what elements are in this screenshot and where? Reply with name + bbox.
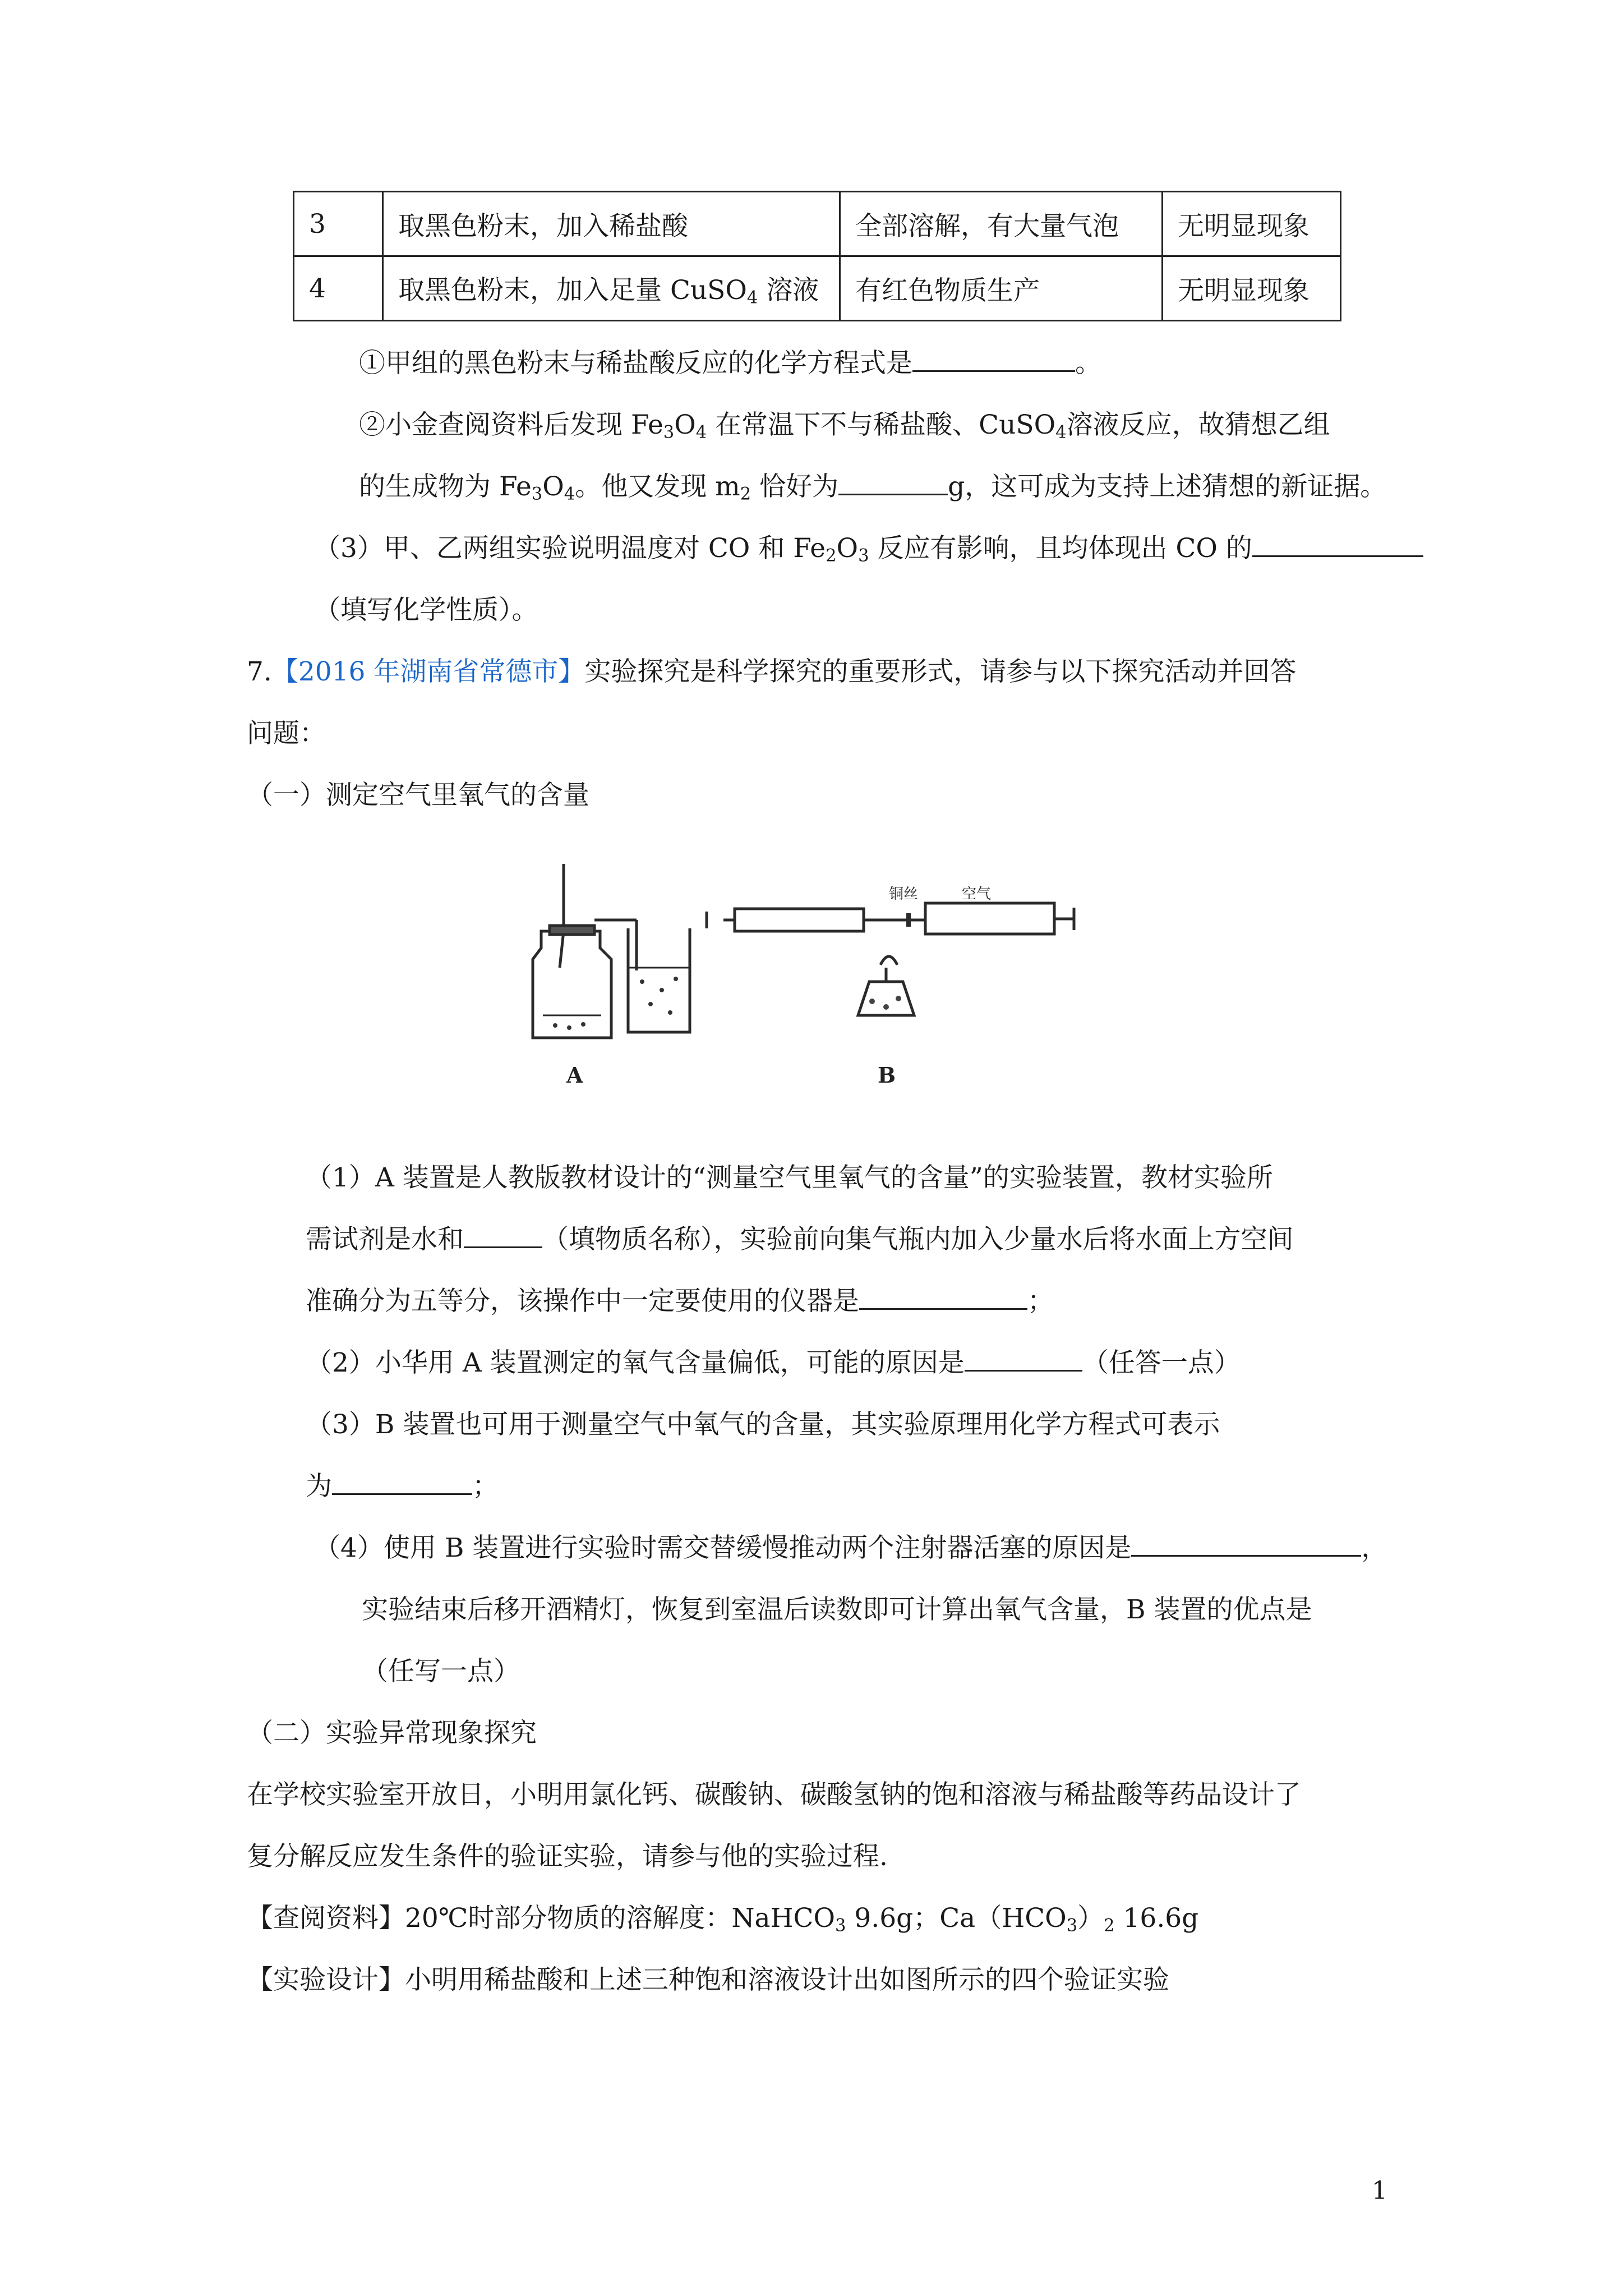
q7-sub-4: （4）使用 B 装置进行实验时需交替缓慢推动两个注射器活塞的原因是 ， xyxy=(314,1533,1388,1563)
apparatus-b xyxy=(707,903,1074,1015)
label-air: 空气 xyxy=(962,886,992,903)
q7-part2-para: 在学校实验室开放日，小明用氯化钙、碳酸钠、碳酸氢钠的饱和溶液与稀盐酸等药品设计了 xyxy=(247,1779,1301,1810)
q6-item-1: ①甲组的黑色粉末与稀盐酸反应的化学方程式是 。 xyxy=(359,348,1101,379)
row-number: 4 xyxy=(294,256,383,321)
source-tag: 【2016 年湖南省常德市】 xyxy=(271,656,585,687)
reference-data: 【查阅资料】20℃时部分物质的溶解度：NaHCO$_3$ 9.6g；$Ca(HCO_3)_2$ 16.6g xyxy=(247,1903,1199,1936)
section-heading-1: （一）测定空气里氧气的含量 xyxy=(247,780,589,811)
row-number: 3 xyxy=(294,192,383,256)
apparatus-a xyxy=(533,864,690,1038)
q7-intro: 7.【2016 年湖南省常德市】实验探究是科学探究的重要形式，请参与以下探究活动并回答 xyxy=(247,656,1297,687)
operation-cell: 取黑色粉末，加入稀盐酸 xyxy=(383,192,840,256)
q7-intro-cont: 问题： xyxy=(247,718,326,749)
group-jia-result: 有红色物质生产 xyxy=(840,256,1163,321)
q7-sub-1: （1）A 装置是人教版教材设计的“测量空气里氧气的含量”的实验装置，教材实验所 xyxy=(306,1162,1273,1193)
q7-sub-4-cont: 实验结束后移开酒精灯，恢复到室温后读数即可计算出氧气含量，B 装置的优点是 xyxy=(362,1594,1312,1625)
group-yi-result: 无明显现象 xyxy=(1163,256,1341,321)
answer-blank[interactable] xyxy=(838,471,948,495)
group-jia-result: 全部溶解，有大量气泡 xyxy=(840,192,1163,256)
answer-blank[interactable] xyxy=(332,1471,472,1495)
table-row xyxy=(294,256,1341,321)
answer-blank[interactable] xyxy=(1131,1533,1361,1557)
answer-blank[interactable] xyxy=(965,1347,1082,1372)
q7-sub-3: （3）B 装置也可用于测量空气中氧气的含量，其实验原理用化学方程式可表示 xyxy=(306,1409,1220,1440)
answer-blank[interactable] xyxy=(859,1286,1027,1310)
q6-item-3-cont: （填写化学性质）。 xyxy=(314,595,538,625)
answer-blank[interactable] xyxy=(464,1224,542,1248)
experiment-design: 【实验设计】小明用稀盐酸和上述三种饱和溶液设计出如图所示的四个验证实验 xyxy=(247,1964,1169,1995)
q6-item-2-cont: 的生成物为 $Fe_3O_4$。他又发现 $m_2$ 恰好为 g，这可成为支持上述猜想的新证据。 xyxy=(359,471,1387,504)
table-row xyxy=(294,192,1341,256)
page-number: 1 xyxy=(1372,2177,1387,2205)
q7-sub-1-cont2: 准确分为五等分，该操作中一定要使用的仪器是 ； xyxy=(306,1286,1054,1317)
label-a: A xyxy=(566,1062,583,1088)
q7-sub-4-cont2: （任写一点） xyxy=(362,1656,520,1687)
q7-sub-2: （2）小华用 A 装置测定的氧气含量偏低，可能的原因是 （任答一点） xyxy=(306,1347,1241,1378)
answer-blank[interactable] xyxy=(912,348,1075,372)
operation-cell: 取黑色粉末，加入足量 CuSO$_4$ 溶液 xyxy=(383,256,840,321)
q7-sub-1-cont: 需试剂是水和 （填物质名称），实验前向集气瓶内加入少量水后将水面上方空间 xyxy=(306,1224,1294,1255)
q7-sub-3-cont: 为 ； xyxy=(306,1471,499,1502)
label-b: B xyxy=(878,1062,896,1088)
apparatus-figure xyxy=(522,847,1110,1094)
label-copper-wire: 铜丝 xyxy=(889,886,919,903)
group-yi-result: 无明显现象 xyxy=(1163,192,1341,256)
q6-item-3: （3）甲、乙两组实验说明温度对 CO 和 $Fe_2O_3$ 反应有影响，且均体现出 CO 的 xyxy=(314,532,1423,573)
q6-item-2: ②小金查阅资料后发现 $Fe_3O_4$ 在常温下不与稀盐酸、CuSO$_4$溶液反应，故猜想乙组 xyxy=(359,409,1330,443)
answer-blank[interactable] xyxy=(1252,533,1423,557)
section-heading-2: （二）实验异常现象探究 xyxy=(247,1718,537,1749)
q7-part2-para-cont: 复分解反应发生条件的验证实验，请参与他的实验过程. xyxy=(247,1841,888,1872)
experiment-table xyxy=(293,191,1341,321)
